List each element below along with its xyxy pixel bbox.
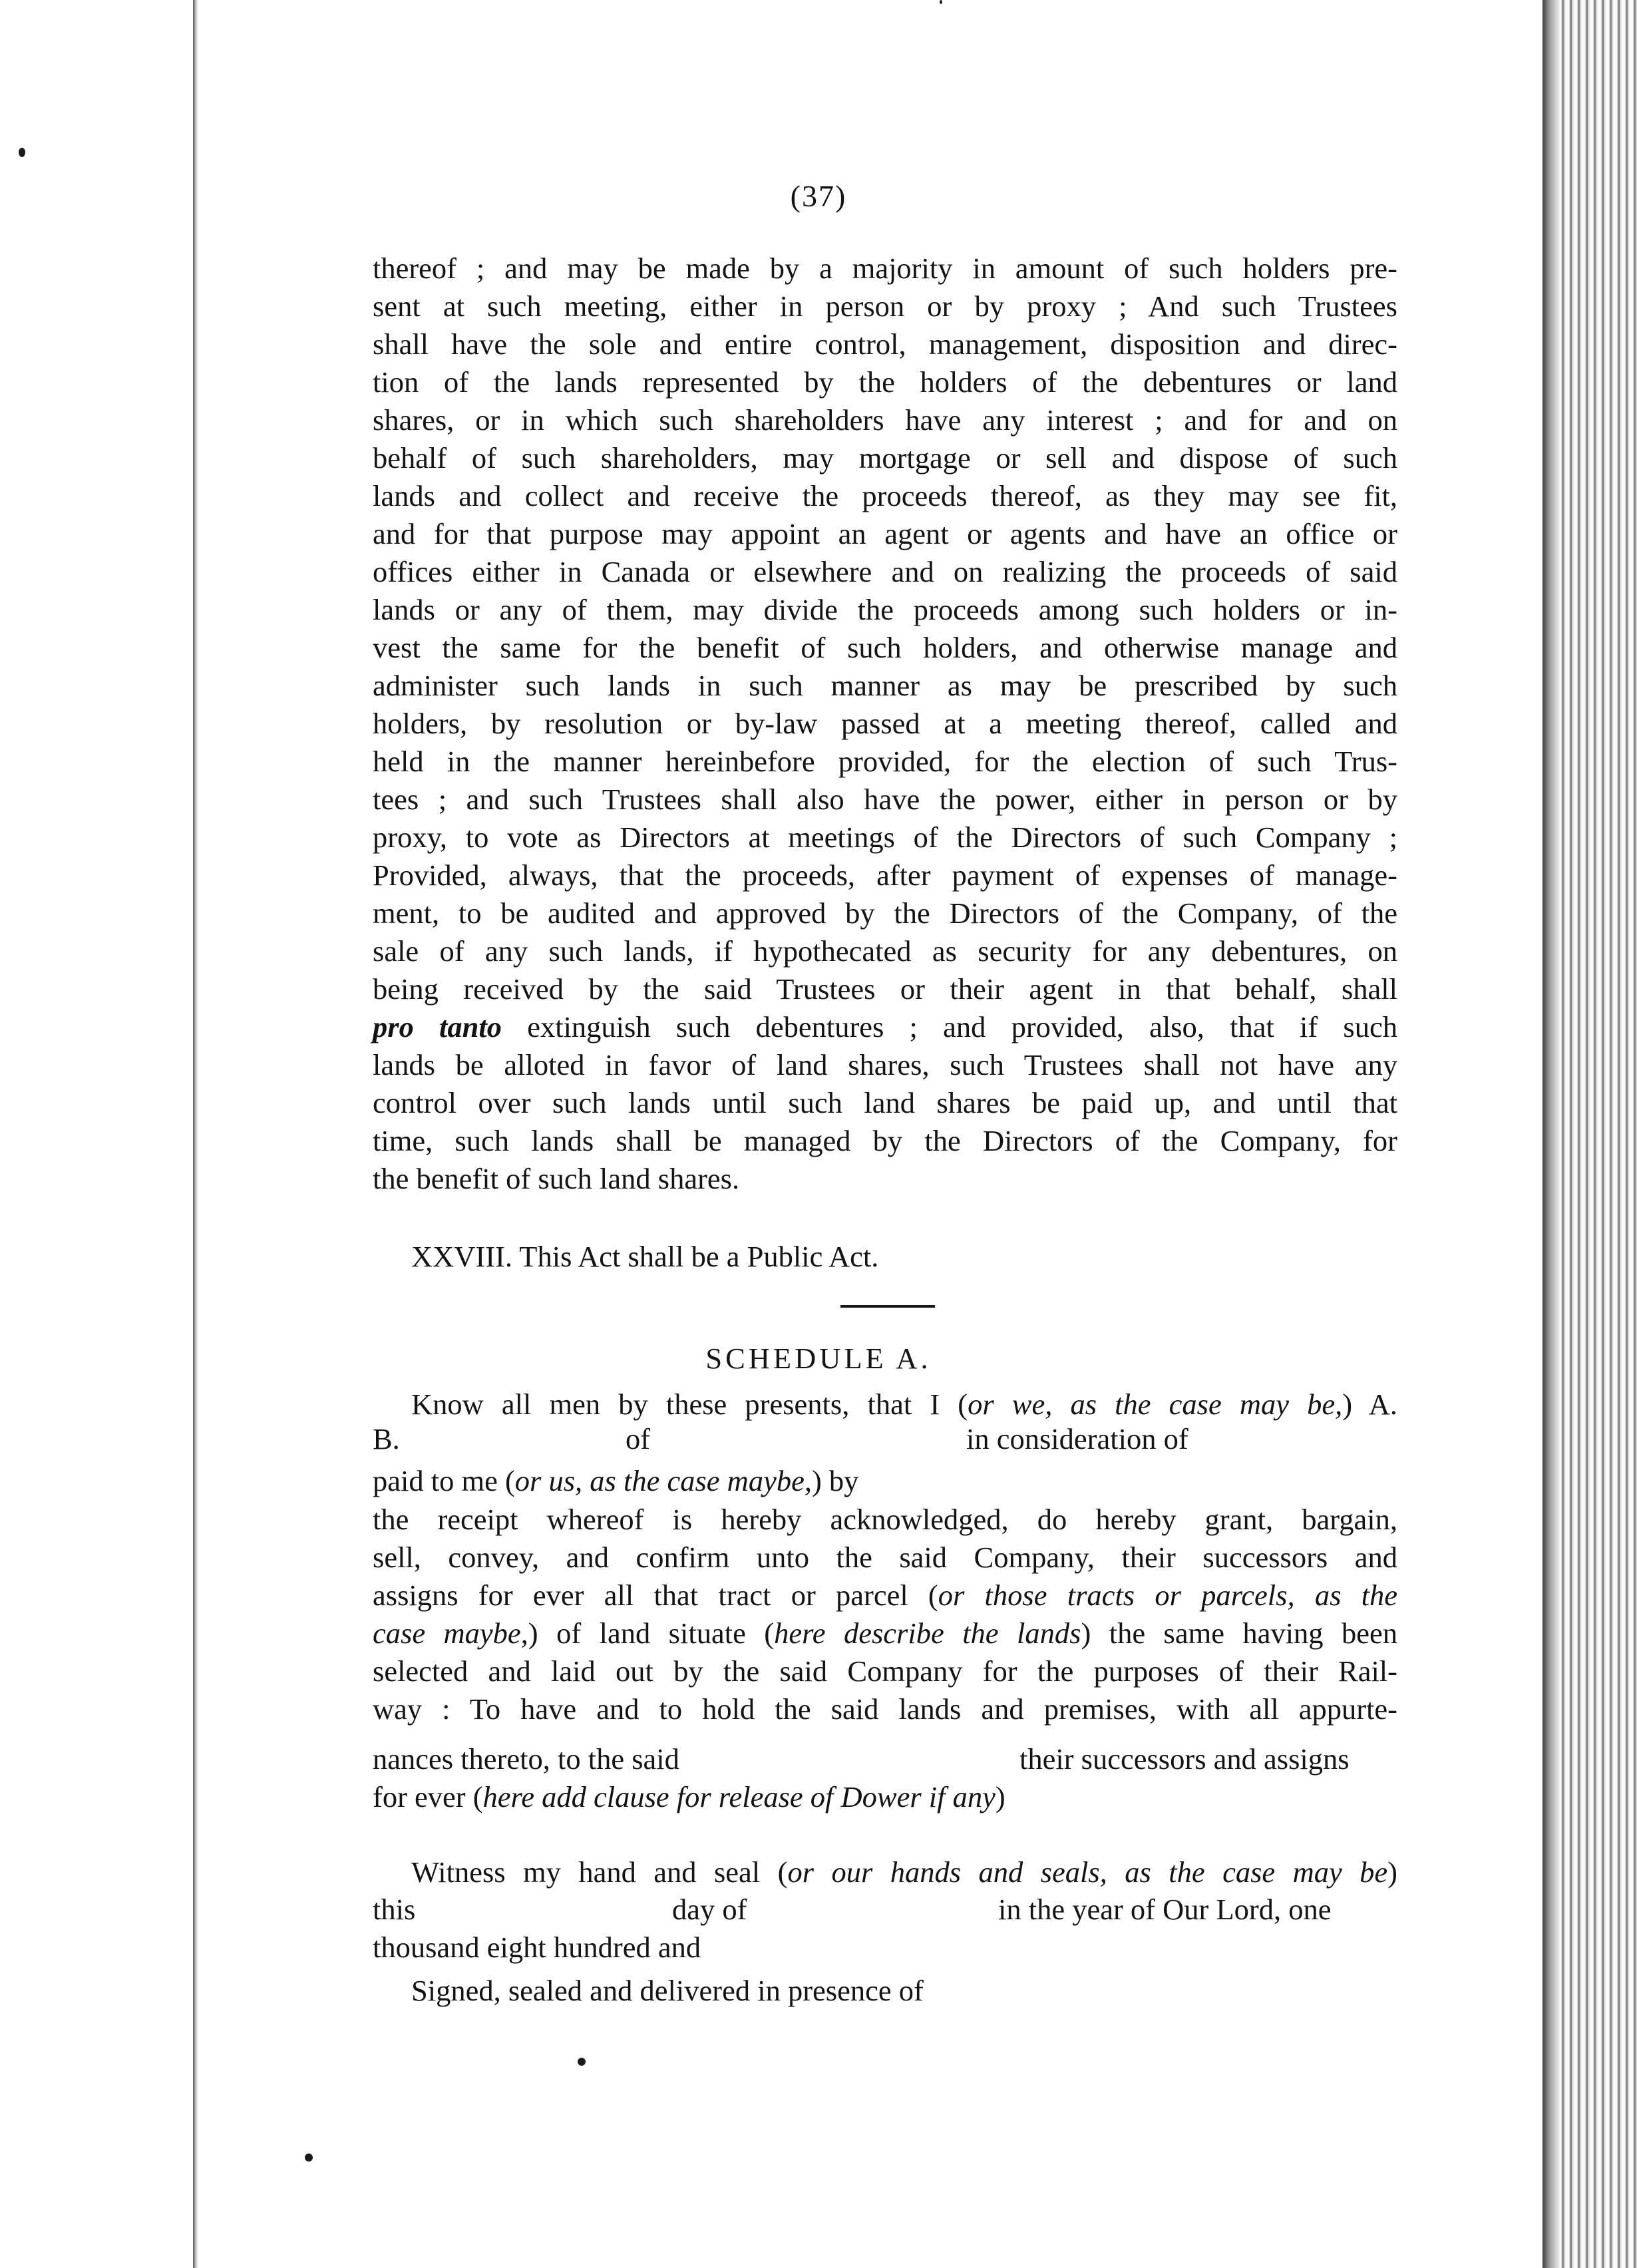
text-line <box>373 1008 1397 1046</box>
italic-phrase: here describe the lands <box>774 1616 1081 1650</box>
text-line: tees ; and such Trustees shall also have the power, either in person or by <box>373 783 1397 816</box>
text-fragment: ) of land situate ( <box>528 1616 775 1650</box>
text-fragment: assigns for ever all that tract or parcel ( <box>373 1579 938 1612</box>
text-fragment: ) <box>995 1780 1005 1813</box>
text-fragment: B. <box>373 1422 400 1455</box>
italic-phrase: or us, as the case maybe, <box>514 1464 812 1497</box>
italic-phrase: or our hands and seals, as the case may be <box>787 1855 1388 1889</box>
book-edge-shadow <box>1543 0 1560 2268</box>
text-line: lands and collect and receive the proceeds thereof, as they may see fit, <box>373 479 1397 512</box>
continued-paragraph <box>373 250 1397 1198</box>
text-line: tion of the lands represented by the holders of the debentures or land <box>373 365 1397 399</box>
text-fragment: ) the same having been <box>1081 1616 1398 1650</box>
text-fragment: ) <box>1387 1855 1397 1889</box>
text-line: Signed, sealed and delivered in presence of <box>411 1974 924 2007</box>
section-divider <box>840 1305 935 1308</box>
text-fragment: this <box>373 1893 416 1926</box>
text-line: vest the same for the benefit of such holders, and otherwise manage and <box>373 631 1397 664</box>
text-fragment: ) by <box>811 1464 859 1497</box>
text-line: being received by the said Trustees or their agent in that behalf, shall <box>373 972 1397 1006</box>
text-line <box>373 1780 1005 1814</box>
italic-phrase: or we, as the case may be, <box>968 1388 1343 1421</box>
text-line: lands be alloted in favor of land shares, such Trustees shall not have any <box>373 1048 1397 1081</box>
text-line: the benefit of such land shares. <box>373 1162 740 1195</box>
text-line: thereof ; and may be made by a majority in amount of such holders pre- <box>373 252 1397 285</box>
text-line: ment, to be audited and approved by the Directors of the Company, of the <box>373 896 1397 930</box>
schedule-heading: SCHEDULE A. <box>705 1342 932 1375</box>
italic-phrase: pro tanto <box>373 1010 502 1043</box>
text-line: held in the manner hereinbefore provided, for the election of such Trus- <box>373 745 1397 778</box>
text-line: sent at such meeting, either in person or by proxy ; And such Trustees <box>373 289 1397 323</box>
text-fragment: for ever ( <box>373 1780 483 1813</box>
text-line: offices either in Canada or elsewhere and on realizing the proceeds of said <box>373 555 1397 588</box>
speck <box>305 2154 313 2162</box>
witness-block <box>373 1853 1397 1891</box>
text-fragment: paid to me ( <box>373 1464 515 1497</box>
text-fragment: in the year of Our Lord, one <box>998 1893 1332 1926</box>
speck <box>578 2058 586 2066</box>
text-line: proxy, to vote as Directors at meetings of the Directors of such Company ; <box>373 821 1397 854</box>
text-line: sell, convey, and confirm unto the said Company, their successors and <box>373 1541 1397 1574</box>
italic-phrase: here add clause for release of Dower if any <box>482 1780 996 1813</box>
text-line <box>373 1463 858 1498</box>
text-line: sale of any such lands, if hypothecated as security for any debentures, on <box>373 934 1397 968</box>
page-left-shadow <box>193 0 198 2268</box>
text-line: and for that purpose may appoint an agent or agents and have an office or <box>373 517 1397 550</box>
text-line: way : To have and to hold the said lands and premises, with all appurte- <box>373 1692 1397 1726</box>
text-fragment: ) A. <box>1342 1388 1397 1421</box>
text-line: shall have the sole and entire control, management, disposition and direc- <box>373 327 1397 361</box>
text-line: time, such lands shall be managed by the Directors of the Company, for <box>373 1124 1397 1157</box>
text-line <box>373 1614 1397 1652</box>
text-line: shares, or in which such shareholders have any interest ; and for and on <box>373 403 1397 437</box>
text-fragment: in consideration of <box>966 1422 1188 1455</box>
text-fragment: extinguish such debentures ; and provided, also, that if such <box>502 1010 1397 1043</box>
text-line: holders, by resolution or by-law passed at a meeting thereof, called and <box>373 707 1397 740</box>
text-line: lands or any of them, may divide the proceeds among such holders or in- <box>373 593 1397 626</box>
text-line <box>373 1853 1397 1891</box>
text-line: selected and laid out by the said Company for the purposes of their Rail- <box>373 1654 1397 1688</box>
text-fragment: Witness my hand and seal ( <box>411 1855 788 1889</box>
speck <box>940 0 942 4</box>
italic-phrase: or those tracts or parcels, as the <box>938 1579 1398 1612</box>
text-fragment: nances thereto, to the said <box>373 1742 679 1776</box>
text-line: the receipt whereof is hereby acknowledged, do hereby grant, bargain, <box>373 1503 1397 1536</box>
schedule-form-body <box>373 1501 1397 1728</box>
text-line <box>373 1386 1397 1423</box>
text-fragment: Know all men by these presents, that I ( <box>411 1388 968 1421</box>
text-fragment: of <box>626 1422 651 1455</box>
text-line: behalf of such shareholders, may mortgage or sell and dispose of such <box>373 441 1397 474</box>
text-fragment: their successors and assigns <box>1019 1742 1350 1776</box>
text-line <box>373 1577 1397 1614</box>
text-line: control over such lands until such land shares be paid up, and until that <box>373 1086 1397 1119</box>
schedule-form <box>373 1386 1397 1423</box>
text-fragment: day of <box>672 1893 747 1926</box>
section-28: XXVIII. This Act shall be a Public Act. <box>411 1240 879 1273</box>
speck <box>19 148 25 157</box>
page-number: (37) <box>790 179 847 213</box>
italic-phrase: case maybe, <box>373 1616 528 1650</box>
text-line: thousand eight hundred and <box>373 1931 701 1964</box>
text-line: Provided, always, that the proceeds, after payment of expenses of manage- <box>373 858 1397 892</box>
text-line: administer such lands in such manner as may be prescribed by such <box>373 669 1397 702</box>
